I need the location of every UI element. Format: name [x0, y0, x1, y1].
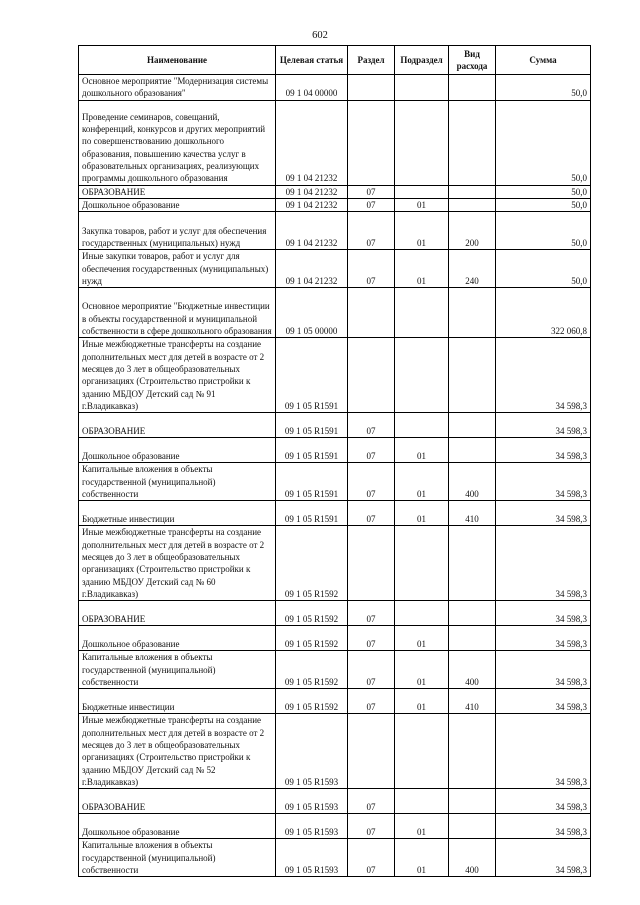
row-subsection: 01 [395, 839, 449, 877]
row-subsection [395, 100, 449, 185]
row-section: 07 [348, 839, 395, 877]
column-header-name: Наименование [79, 46, 276, 75]
row-expense-type: 200 [449, 212, 496, 250]
row-section: 07 [348, 185, 395, 198]
table-row [79, 789, 591, 814]
row-name: Дошкольное образование [79, 438, 276, 463]
row-name: Основное мероприятие "Бюджетные инвестиции в объекты государственной и муниципальной собственности в сфере дошкольного образования [79, 288, 276, 338]
row-target: 09 1 05 R1593 [276, 839, 348, 877]
row-expense-type: 410 [449, 501, 496, 526]
row-section [348, 288, 395, 338]
row-target: 09 1 05 R1592 [276, 601, 348, 626]
row-subsection: 01 [395, 814, 449, 839]
table-row [79, 814, 591, 839]
row-expense-type [449, 413, 496, 438]
row-sum: 50,0 [496, 185, 591, 198]
row-target: 09 1 05 R1593 [276, 714, 348, 789]
row-name: Иные межбюджетные трансферты на создание дополнительных мест для детей в возрасте от 2 месяцев до 3 лет в общеобразовательных организациях (Строительство пристройки к зданию МБДОУ Детский сад № 60 г.Владикавказ) [79, 526, 276, 601]
row-name: Дошкольное образование [79, 198, 276, 211]
row-section: 07 [348, 689, 395, 714]
row-name: ОБРАЗОВАНИЕ [79, 601, 276, 626]
row-target: 09 1 05 R1592 [276, 689, 348, 714]
row-subsection [395, 789, 449, 814]
row-section: 07 [348, 250, 395, 288]
row-expense-type [449, 601, 496, 626]
row-sum: 322 060,8 [496, 288, 591, 338]
row-sum: 50,0 [496, 75, 591, 101]
row-expense-type: 400 [449, 651, 496, 689]
row-sum: 50,0 [496, 250, 591, 288]
row-target: 09 1 05 R1592 [276, 626, 348, 651]
row-subsection [395, 288, 449, 338]
row-name: Капитальные вложения в объекты государственной (муниципальной) собственности [79, 651, 276, 689]
row-target: 09 1 05 R1593 [276, 814, 348, 839]
row-section: 07 [348, 438, 395, 463]
row-name: ОБРАЗОВАНИЕ [79, 185, 276, 198]
column-header-subsection: Подраздел [395, 46, 449, 75]
row-subsection [395, 185, 449, 198]
row-sum: 34 598,3 [496, 651, 591, 689]
row-target: 09 1 05 R1591 [276, 413, 348, 438]
row-section: 07 [348, 651, 395, 689]
table-row [79, 185, 591, 198]
row-expense-type: 410 [449, 689, 496, 714]
row-expense-type [449, 438, 496, 463]
row-sum: 50,0 [496, 212, 591, 250]
row-subsection: 01 [395, 250, 449, 288]
table-row [79, 601, 591, 626]
row-sum: 34 598,3 [496, 689, 591, 714]
row-target: 09 1 04 21232 [276, 198, 348, 211]
row-target: 09 1 05 R1591 [276, 501, 348, 526]
budget-table [78, 45, 591, 877]
row-target: 09 1 04 00000 [276, 75, 348, 101]
table-row [79, 338, 591, 413]
row-expense-type [449, 198, 496, 211]
table-row [79, 651, 591, 689]
row-target: 09 1 05 R1592 [276, 526, 348, 601]
row-expense-type: 400 [449, 463, 496, 501]
row-section [348, 100, 395, 185]
row-expense-type [449, 714, 496, 789]
row-expense-type [449, 338, 496, 413]
row-expense-type: 240 [449, 250, 496, 288]
row-expense-type [449, 288, 496, 338]
row-sum: 50,0 [496, 100, 591, 185]
row-sum: 34 598,3 [496, 338, 591, 413]
row-name: Иные закупки товаров, работ и услуг для обеспечения государственных (муниципальных) нужд [79, 250, 276, 288]
row-name: Закупка товаров, работ и услуг для обеспечения государственных (муниципальных) нужд [79, 212, 276, 250]
table-row [79, 75, 591, 101]
row-sum: 50,0 [496, 198, 591, 211]
row-name: Бюджетные инвестиции [79, 689, 276, 714]
row-target: 09 1 05 R1591 [276, 338, 348, 413]
column-header-section: Раздел [348, 46, 395, 75]
row-section [348, 75, 395, 101]
table-row [79, 413, 591, 438]
row-section: 07 [348, 463, 395, 501]
column-header-sum: Сумма [496, 46, 591, 75]
row-sum: 34 598,3 [496, 789, 591, 814]
row-sum: 34 598,3 [496, 413, 591, 438]
row-expense-type [449, 526, 496, 601]
row-target: 09 1 05 00000 [276, 288, 348, 338]
table-row [79, 526, 591, 601]
row-subsection: 01 [395, 438, 449, 463]
table-row [79, 689, 591, 714]
row-section [348, 714, 395, 789]
row-name: Капитальные вложения в объекты государственной (муниципальной) собственности [79, 839, 276, 877]
row-sum: 34 598,3 [496, 463, 591, 501]
row-sum: 34 598,3 [496, 438, 591, 463]
table-row [79, 212, 591, 250]
row-sum: 34 598,3 [496, 814, 591, 839]
row-sum: 34 598,3 [496, 839, 591, 877]
row-name: Иные межбюджетные трансферты на создание дополнительных мест для детей в возрасте от 2 месяцев до 3 лет в общеобразовательных организациях (Строительство пристройки к зданию МБДОУ Детский сад № 91 г.Владикавказ) [79, 338, 276, 413]
row-name: Дошкольное образование [79, 626, 276, 651]
row-subsection [395, 75, 449, 101]
row-name: Капитальные вложения в объекты государственной (муниципальной) собственности [79, 463, 276, 501]
row-name: Дошкольное образование [79, 814, 276, 839]
row-section: 07 [348, 501, 395, 526]
row-expense-type [449, 626, 496, 651]
row-sum: 34 598,3 [496, 526, 591, 601]
table-row [79, 100, 591, 185]
row-expense-type [449, 75, 496, 101]
row-expense-type [449, 185, 496, 198]
row-target: 09 1 04 21232 [276, 250, 348, 288]
table-row [79, 198, 591, 211]
row-subsection [395, 338, 449, 413]
row-section: 07 [348, 212, 395, 250]
row-target: 09 1 05 R1592 [276, 651, 348, 689]
row-subsection [395, 601, 449, 626]
row-target: 09 1 05 R1591 [276, 438, 348, 463]
row-expense-type [449, 100, 496, 185]
row-expense-type: 400 [449, 839, 496, 877]
row-section: 07 [348, 626, 395, 651]
row-name: ОБРАЗОВАНИЕ [79, 789, 276, 814]
table-row [79, 839, 591, 877]
row-subsection: 01 [395, 198, 449, 211]
row-sum: 34 598,3 [496, 626, 591, 651]
table-row [79, 463, 591, 501]
row-section: 07 [348, 814, 395, 839]
row-target: 09 1 05 R1591 [276, 463, 348, 501]
row-expense-type [449, 814, 496, 839]
row-name: Основное мероприятие "Модернизация системы дошкольного образования" [79, 75, 276, 101]
row-subsection: 01 [395, 651, 449, 689]
row-subsection: 01 [395, 463, 449, 501]
table-row [79, 501, 591, 526]
row-target: 09 1 04 21232 [276, 185, 348, 198]
row-subsection: 01 [395, 212, 449, 250]
row-sum: 34 598,3 [496, 601, 591, 626]
table-header-row [79, 46, 591, 75]
row-name: ОБРАЗОВАНИЕ [79, 413, 276, 438]
row-expense-type [449, 789, 496, 814]
table-row [79, 714, 591, 789]
table-row [79, 250, 591, 288]
table-row [79, 288, 591, 338]
row-target: 09 1 04 21232 [276, 212, 348, 250]
column-header-target: Целевая статья [276, 46, 348, 75]
row-subsection [395, 526, 449, 601]
row-section: 07 [348, 789, 395, 814]
column-header-expense-type: Вид расхода [449, 46, 496, 75]
row-subsection: 01 [395, 626, 449, 651]
row-subsection: 01 [395, 501, 449, 526]
table-row [79, 438, 591, 463]
row-section: 07 [348, 413, 395, 438]
row-name: Проведение семинаров, совещаний, конференций, конкурсов и других мероприятий по совершенствованию дошкольного образования, повышению качества услуг в образовательных организациях, реализующих программы дошкольного образования [79, 100, 276, 185]
row-subsection [395, 413, 449, 438]
row-section: 07 [348, 601, 395, 626]
row-section: 07 [348, 198, 395, 211]
table-row [79, 626, 591, 651]
row-section [348, 526, 395, 601]
row-target: 09 1 04 21232 [276, 100, 348, 185]
row-name: Иные межбюджетные трансферты на создание дополнительных мест для детей в возрасте от 2 месяцев до 3 лет в общеобразовательных организациях (Строительство пристройки к зданию МБДОУ Детский сад № 52 г.Владикавказ) [79, 714, 276, 789]
row-sum: 34 598,3 [496, 714, 591, 789]
row-subsection [395, 714, 449, 789]
page-number: 602 [312, 30, 328, 41]
row-sum: 34 598,3 [496, 501, 591, 526]
row-name: Бюджетные инвестиции [79, 501, 276, 526]
row-subsection: 01 [395, 689, 449, 714]
row-section [348, 338, 395, 413]
row-target: 09 1 05 R1593 [276, 789, 348, 814]
